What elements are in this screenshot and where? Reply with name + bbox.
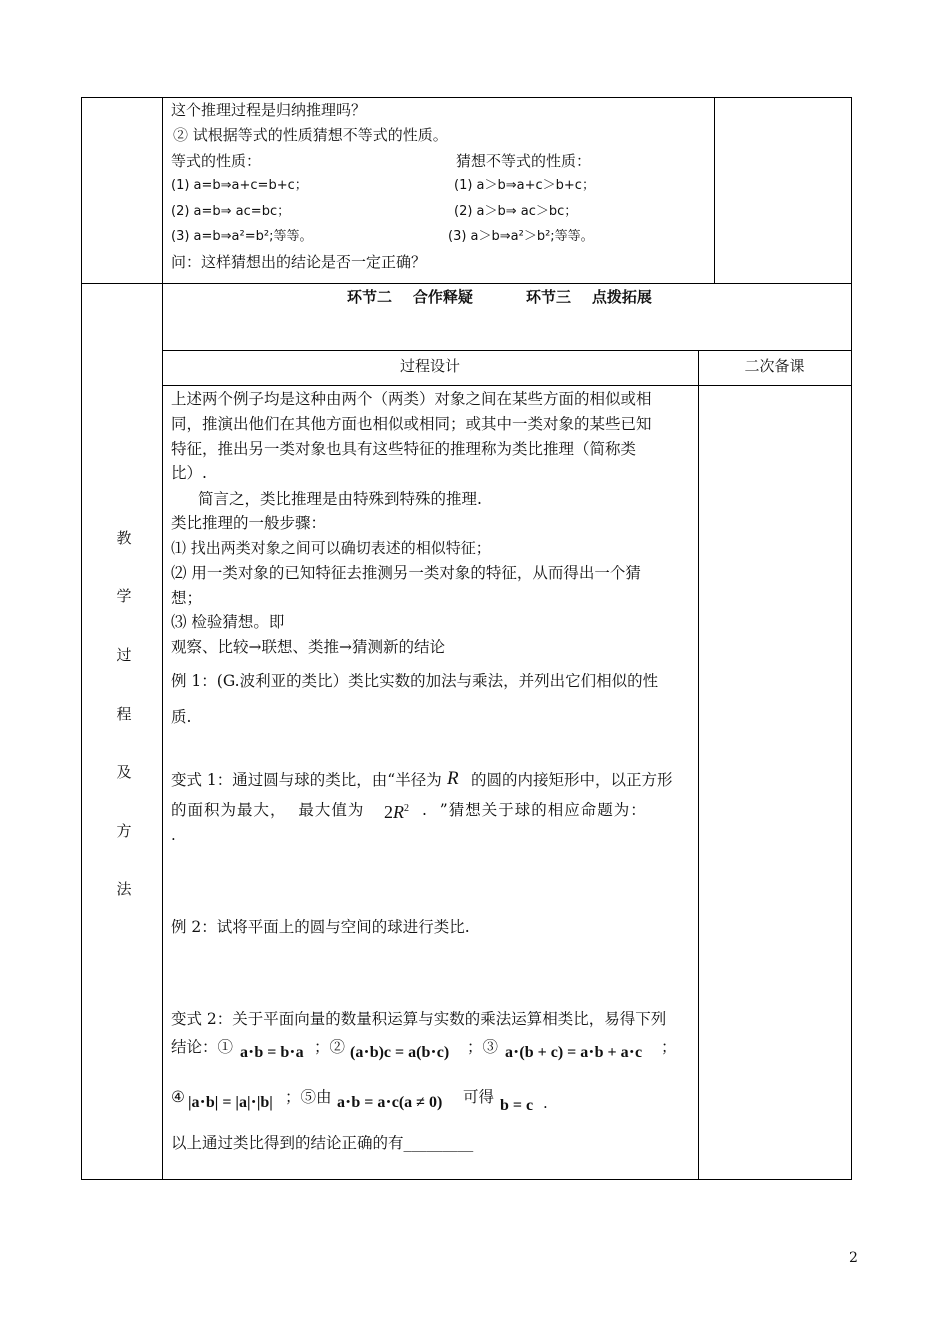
variation-1-radius-symbol: R [447,768,459,789]
circle-4: ④ [171,1088,185,1106]
process-design-header: 过程设计 [399,357,460,375]
top-question: 问：这样猜想出的结论是否一定正确？ [171,253,427,271]
side-column-divider [162,97,163,1180]
example-1-line-2: 质. [171,708,192,726]
para-1-line-1: 上述两个例子均是这种由两个（两类）对象之间在某些方面的相似或相 [171,390,652,408]
variation-1-text-b: 的圆的内接矩形中，以正方形 [471,771,673,789]
top-line-2: ② 试根据等式的性质猜想不等式的性质。 [173,126,448,144]
variation-1-max-value: $2R^2$ [384,802,409,822]
section-divider [81,283,852,284]
para-2: 简言之，类比推理是由特殊到特殊的推理. [198,490,482,508]
formula-3: a⋅(b + c) = a⋅b + a⋅c [505,1044,643,1061]
side-label-char: 法 [116,880,132,898]
variation-2-intro: 结论：① [171,1038,234,1056]
left-item-1: (1) a=b⇒a+c=b+c； [171,178,308,193]
para-1-line-4: 比）. [171,464,207,482]
variation-1-text-a: 变式 1：通过圆与球的类比，由“半径为 [171,771,442,789]
step-3: ⑶ 检验猜想。即 [171,613,285,631]
formula-5: a⋅b = a⋅c(a ≠ 0) [337,1094,443,1111]
formula-separator-3: ； [661,1038,677,1056]
variation-1-text-d: . ”猜想关于球的相应命题为： [422,801,647,819]
left-item-3: (3) a=b⇒a²=b²;等等。 [171,229,313,244]
top-line-1: 这个推理过程是归纳推理吗？ [171,101,367,119]
side-label-char: 教 [116,529,132,547]
notes-column-divider [698,350,699,1180]
para-3: 类比推理的一般步骤： [171,514,327,532]
para-1-line-2: 同，推演出他们在其他方面也相似或相同；或其中一类对象的某些已知 [171,415,652,433]
formula-4: |a⋅b| = |a|⋅|b| [188,1094,273,1111]
page-number: 2 [849,1250,858,1266]
secondary-prep-header: 二次备课 [744,357,805,375]
side-label-char: 过 [116,646,132,664]
left-item-2: (2) a=b⇒ ac=bc； [171,204,291,219]
formula-2: (a⋅b)c = a(b⋅c) [350,1044,450,1061]
variation-1-blank: . [171,826,176,844]
side-label-char: 学 [116,587,132,605]
variation-1-text-c: 的面积为最大， 最大值为 [171,801,365,819]
table-top-border [81,97,852,98]
final-question: 以上通过类比得到的结论正确的有_________ [171,1134,474,1152]
right-item-2: (2) a＞b⇒ ac＞bc； [454,204,578,219]
side-label-char: 方 [116,822,132,840]
formula-separator-2: ；③ [467,1038,499,1056]
left-header: 等式的性质： [171,152,262,170]
formula-6: b = c [500,1097,534,1114]
top-notes-divider [714,97,715,284]
column-header-divider [162,385,852,386]
step-1: ⑴ 找出两类对象之间可以确切表述的相似特征； [171,539,491,557]
header-divider [162,350,852,351]
process-flow: 观察、比较→联想、类推→猜测新的结论 [171,638,445,656]
para-1-line-3: 特征，推出另一类对象也具有这些特征的推理称为类比推理（简称类 [171,440,637,458]
side-label-char: 程 [116,705,132,723]
table-bottom-border [81,1179,852,1180]
table-left-border [81,97,82,1180]
example-2: 例 2：试将平面上的圆与空间的球进行类比. [171,918,470,936]
step-2-line-2: 想； [171,589,203,607]
side-label-char: 及 [116,763,132,781]
table-right-border [851,97,852,1180]
formula-separator-5: 可得 [463,1088,495,1106]
right-header: 猜想不等式的性质： [456,152,592,170]
right-item-3: (3) a＞b⇒a²＞b²;等等。 [448,229,594,244]
variation-2-line-1: 变式 2：关于平面向量的数量积运算与实数的乘法运算相类比，易得下列 [171,1010,667,1028]
right-item-1: (1) a＞b⇒a+c＞b+c； [454,178,595,193]
formula-separator-1: ；② [314,1038,346,1056]
formula-separator-4: ；⑤由 [285,1088,332,1106]
section-title-part1: 环节二 合作释疑 [347,288,473,306]
formula-1: a⋅b = b⋅a [240,1044,304,1061]
section-title-part2: 环节三 点拨拓展 [526,288,652,306]
example-1-line-1: 例 1：(G.波利亚的类比）类比实数的加法与乘法，并列出它们相似的性 [171,672,659,690]
formula-end: . [543,1094,548,1112]
step-2-line-1: ⑵ 用一类对象的已知特征去推测另一类对象的特征，从而得出一个猜 [171,564,641,582]
